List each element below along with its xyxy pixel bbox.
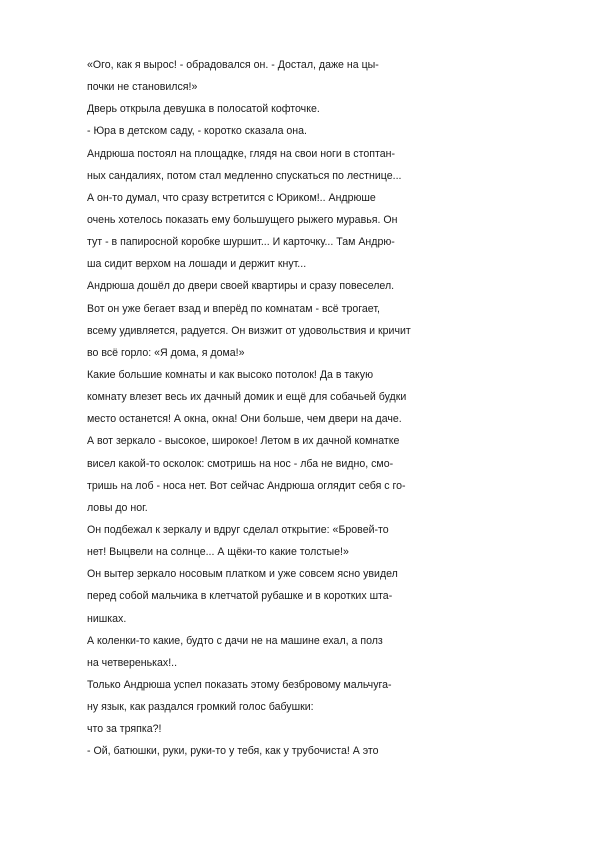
text-line: А он-то думал, что сразу встретится с Юриком!.. Андрюше bbox=[87, 191, 376, 204]
text-line: нет! Выцвели на солнце... А щёки-то какие толстые!» bbox=[87, 546, 349, 559]
text-line: «Ого, как я вырос! - обрадовался он. - Достал, даже на цы- bbox=[87, 59, 379, 71]
text-line: очень хотелось показать ему большущего рыжего муравья. Он bbox=[87, 213, 398, 226]
text-line: А вот зеркало - высокое, широкое! Летом в их дачной комнатке bbox=[87, 435, 400, 448]
text-line: ных сандалиях, потом стал медленно спускаться по лестнице... bbox=[87, 169, 402, 182]
text-line: - Ой, батюшки, руки, руки-то у тебя, как у трубочиста! А это bbox=[87, 745, 379, 758]
text-line: А коленки-то какие, будто с дачи не на машине ехал, а полз bbox=[87, 634, 383, 647]
text-line: перед собой мальчика в клетчатой рубашке и в коротких шта- bbox=[87, 590, 393, 603]
text-line: на четвереньках!.. bbox=[87, 656, 178, 669]
text-line: ловы до ног. bbox=[87, 501, 148, 514]
story-text bbox=[87, 54, 411, 763]
text-line: почки не становился!» bbox=[87, 81, 198, 94]
text-line: ша сидит верхом на лошади и держит кнут... bbox=[87, 258, 307, 271]
text-line: место останется! А окна, окна! Они больше, чем двери на даче. bbox=[87, 413, 402, 426]
text-line: Дверь открыла девушка в полосатой кофточке. bbox=[87, 103, 320, 116]
text-line: комнату влезет весь их дачный домик и ещё для собачьей будки bbox=[87, 391, 407, 404]
text-line: Андрюша дошёл до двери своей квартиры и сразу повеселел. bbox=[87, 280, 395, 293]
text-line: Какие большие комнаты и как высоко потолок! Да в такую bbox=[87, 368, 374, 381]
text-line: тут - в папиросной коробке шуршит... И карточку... Там Андрю- bbox=[87, 236, 395, 249]
text-line: что за тряпка?! bbox=[87, 723, 162, 736]
text-line: - Юра в детском саду, - коротко сказала она. bbox=[87, 125, 307, 138]
text-line: тришь на лоб - носа нет. Вот сейчас Андрюша оглядит себя с го- bbox=[87, 479, 406, 492]
text-line: ну язык, как раздался громкий голос бабушки: bbox=[87, 701, 314, 714]
text-line: нишках. bbox=[87, 612, 127, 625]
text-line: Он подбежал к зеркалу и вдруг сделал открытие: «Бровей-то bbox=[87, 523, 389, 536]
text-line: Только Андрюша успел показать этому безбровому мальчуга- bbox=[87, 678, 392, 691]
text-line: Вот он уже бегает взад и вперёд по комнатам - всё трогает, bbox=[87, 302, 380, 315]
text-line: всему удивляется, радуется. Он визжит от удовольствия и кричит bbox=[87, 324, 411, 337]
text-line: Он вытер зеркало носовым платком и уже совсем ясно увидел bbox=[87, 568, 398, 581]
text-line: во всё горло: «Я дома, я дома!» bbox=[87, 346, 245, 359]
text-line: висел какой-то осколок: смотришь на нос - лба не видно, смо- bbox=[87, 457, 394, 470]
text-line: Андрюша постоял на площадке, глядя на свои ноги в стоптан- bbox=[87, 147, 395, 160]
